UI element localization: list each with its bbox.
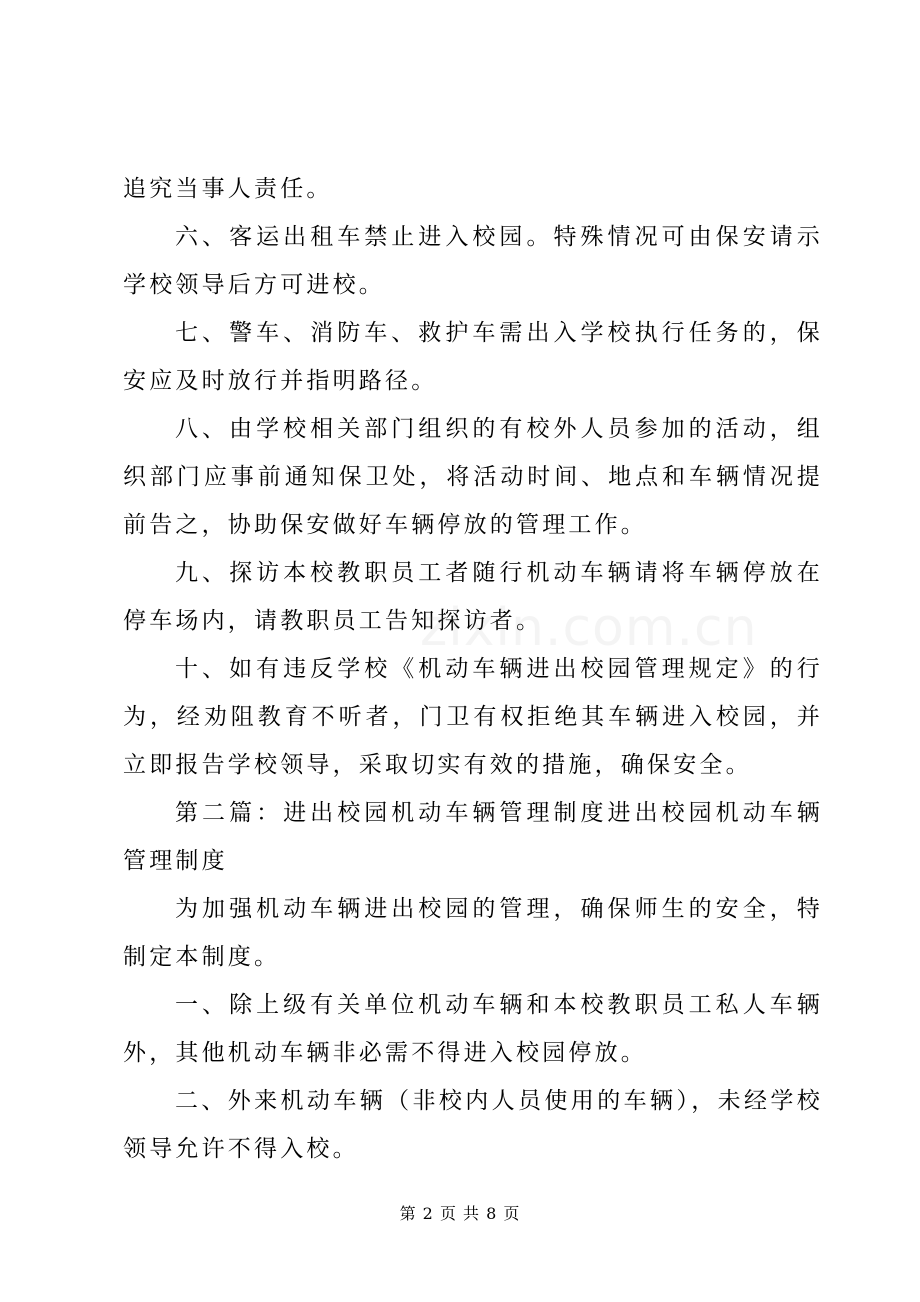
paragraph-5: 九、探访本校教职员工者随行机动车辆请将车辆停放在停车场内，请教职员工告知探访者。 xyxy=(123,560,823,634)
page-footer: 第 2 页 共 8 页 xyxy=(399,1204,521,1223)
paragraph-8: 为加强机动车辆进出校园的管理，确保师生的安全，特制定本制度。 xyxy=(123,896,823,970)
document-body xyxy=(123,165,823,1173)
paragraph-10: 二、外来机动车辆（非校内人员使用的车辆），未经学校领导允许不得入校。 xyxy=(123,1088,823,1162)
watermark: zixin.com.cn xyxy=(420,598,758,658)
paragraph-3: 七、警车、消防车、救护车需出入学校执行任务的，保安应及时放行并指明路径。 xyxy=(123,320,823,394)
section-heading: 第二篇：进出校园机动车辆管理制度进出校园机动车辆管理制度 xyxy=(123,800,823,874)
paragraph-9: 一、除上级有关单位机动车辆和本校教职员工私人车辆外，其他机动车辆非必需不得进入校园停放。 xyxy=(123,992,823,1066)
paragraph-1: 追究当事人责任。 xyxy=(123,176,333,202)
paragraph-2: 六、客运出租车禁止进入校园。特殊情况可由保安请示学校领导后方可进校。 xyxy=(123,224,823,298)
paragraph-4: 八、由学校相关部门组织的有校外人员参加的活动，组织部门应事前通知保卫处，将活动时间、地点和车辆情况提前告之，协助保安做好车辆停放的管理工作。 xyxy=(123,416,823,538)
paragraph-6: 十、如有违反学校《机动车辆进出校园管理规定》的行为，经劝阻教育不听者，门卫有权拒绝其车辆进入校园，并立即报告学校领导，采取切实有效的措施，确保安全。 xyxy=(123,656,823,778)
